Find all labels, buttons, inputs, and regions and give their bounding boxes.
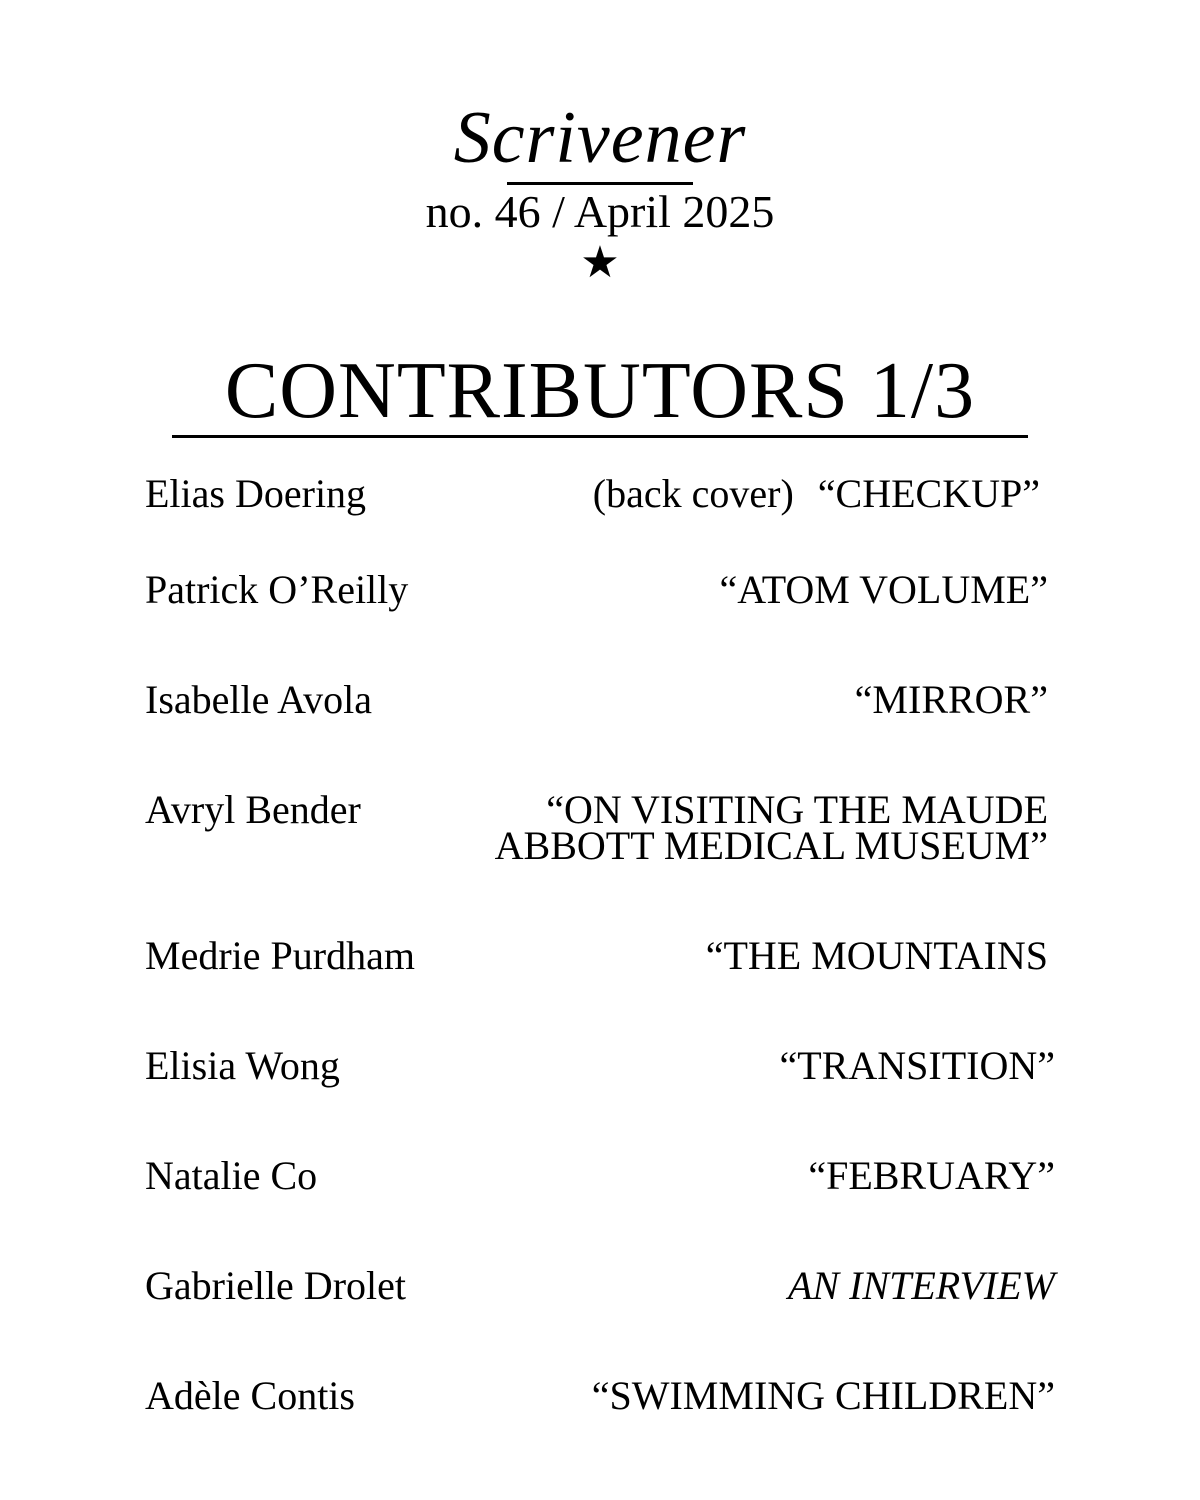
contributor-work: [494, 787, 1048, 868]
work-title-line: “CHECKUP”: [817, 471, 1040, 516]
section-heading: CONTRIBUTORS 1/3: [224, 347, 976, 435]
contributor-note: (back cover): [592, 471, 794, 516]
contributor-name: Gabrielle Drolet: [145, 1263, 406, 1308]
contributor-name: Medrie Purdham: [145, 933, 415, 978]
contributor-name: Natalie Co: [145, 1153, 318, 1198]
contributor-work: [854, 677, 1048, 722]
contributor-name: Isabelle Avola: [145, 677, 372, 722]
magazine-title: Scrivener: [453, 97, 747, 179]
contributor-name: Adèle Contis: [145, 1373, 355, 1418]
work-title-line: “TRANSITION”: [779, 1043, 1055, 1088]
work-title-line: “SWIMMING CHILDREN”: [591, 1373, 1055, 1418]
heading-rule: [172, 435, 1028, 438]
contributor-work: [592, 471, 1040, 516]
contributor-name: Avryl Bender: [145, 787, 361, 832]
contributor-work: [705, 933, 1048, 978]
work-title-line: “FEBRUARY”: [808, 1153, 1055, 1198]
work-title-line: AN INTERVIEW: [787, 1263, 1055, 1308]
contributor-name: Elias Doering: [145, 471, 367, 516]
issue-line: no. 46 / April 2025: [425, 186, 775, 237]
star-icon: ★: [580, 238, 620, 287]
contributor-work: [787, 1263, 1055, 1308]
contributor-work: [779, 1043, 1056, 1088]
work-title-line: ABBOTT MEDICAL MUSEUM”: [494, 823, 1048, 868]
contributor-name: Patrick O’Reilly: [145, 567, 409, 612]
work-title-line: “ON VISITING THE MAUDE: [546, 787, 1048, 832]
contributor-work: [719, 567, 1049, 612]
contributor-work: [591, 1373, 1055, 1418]
work-title-line: “THE MOUNTAINS: [705, 933, 1048, 978]
masthead: [0, 96, 1200, 287]
work-title-line: “ATOM VOLUME”: [719, 567, 1048, 612]
contributor-name: Elisia Wong: [145, 1043, 340, 1088]
work-title-line: “MIRROR”: [854, 677, 1048, 722]
contributor-work: [808, 1153, 1055, 1198]
